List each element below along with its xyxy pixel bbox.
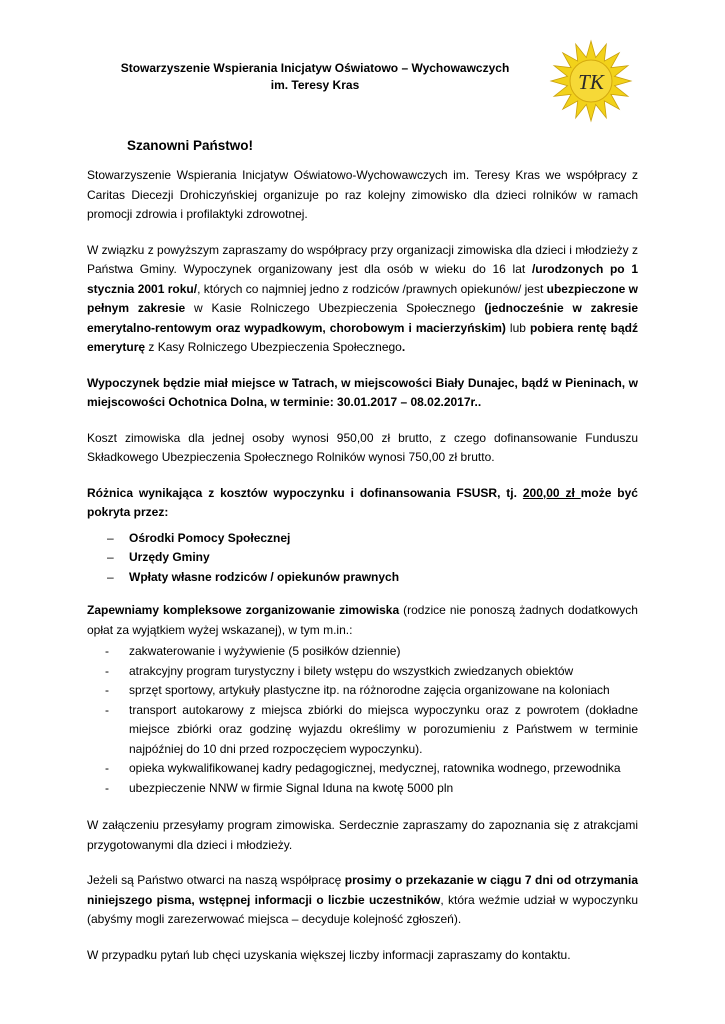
- list-item: – Ośrodki Pomocy Społecznej: [107, 529, 638, 549]
- list-item: – Urzędy Gminy: [107, 548, 638, 568]
- list-item: - zakwaterowanie i wyżywienie (5 posiłków dziennie): [105, 642, 638, 662]
- paragraph-contact: W przypadku pytań lub chęci uzyskania większej liczby informacji zapraszamy do kontaktu.: [87, 947, 571, 962]
- list-item: - ubezpieczenie NNW w firmie Signal Iduna na kwotę 5000 pln: [105, 779, 638, 799]
- paragraph-attachment: W załączeniu przesyłamy program zimowiska. Serdecznie zapraszamy do zapoznania się z atrakcjami przygotowanymi dla dzieci i młodzieży.: [87, 818, 638, 852]
- list-item: - opieka wykwalifikowanej kadry pedagogicznej, medycznej, ratownika wodnego, przewodnika: [105, 759, 638, 779]
- letter-body: [87, 166, 638, 981]
- sun-logo-icon: [549, 39, 633, 123]
- list-item: - atrakcyjny program turystyczny i bilety wstępu do wszystkich zwiedzanych obiektów: [105, 662, 638, 682]
- payers-list: [87, 529, 638, 588]
- services-list: [87, 642, 638, 798]
- list-item: - sprzęt sportowy, artykuły plastyczne itp. na różnorodne zajęcia organizowane na koloniach: [105, 681, 638, 701]
- organization-patron: im. Teresy Kras: [270, 78, 360, 92]
- paragraph-services: Zapewniamy kompleksowe zorganizowanie zimowiska (rodzice nie ponoszą żadnych dodatkowych opłat za wyjątkiem wyżej wskazanej), w tym m.in.:: [87, 603, 638, 637]
- letterhead: [100, 60, 530, 94]
- paragraph-location: Wypoczynek będzie miał miejsce w Tatrach, w miejscowości Biały Dunajec, bądź w Pieninach, w miejscowości Ochotnica Dolna, w terminie: 30.01.2017 – 08.02.2017r..: [87, 375, 638, 409]
- organization-name: Stowarzyszenie Wspierania Inicjatyw Oświatowo – Wychowawczych: [120, 61, 510, 75]
- logo-monogram: TK: [578, 70, 604, 94]
- paragraph-request: Jeżeli są Państwo otwarci na naszą współpracę prosimy o przekazanie w ciągu 7 dni od otrzymania niniejszego pisma, wstępnej informacji o liczbie uczestników, która weźmie udział w wypoczynku (abyśmy mogli zarezerwować miejsca – decyduje kolejność zgłoszeń).: [87, 873, 639, 926]
- greeting: Szanowni Państwo!: [127, 138, 254, 153]
- list-item: – Wpłaty własne rodziców / opiekunów prawnych: [107, 568, 638, 588]
- paragraph-difference: Różnica wynikająca z kosztów wypoczynku i dofinansowania FSUSR, tj. 200,00 zł może być pokryta przez:: [87, 485, 638, 519]
- paragraph-eligibility: W związku z powyższym zapraszamy do współpracy przy organizacji zimowiska dla dzieci i młodzieży z Państwa Gminy. Wypoczynek organizowany jest dla osób w wieku do 16 lat /urodzonych po 1 stycznia 2001 roku/, których co najmniej jedno z rodziców /prawnych opiekunów/ jest ubezpieczone w pełnym zakresie w Kasie Rolniczego Ubezpieczenia Społecznego (jednocześnie w zakresie emerytalno-rentowym oraz wypadkowym, chorobowym i macierzyńskim) lub pobiera rentę bądź emeryturę z Kasy Rolniczego Ubezpieczenia Społecznego.: [87, 242, 639, 354]
- paragraph-intro: Stowarzyszenie Wspierania Inicjatyw Oświatowo-Wychowawczych im. Teresy Kras we współpracy z Caritas Diecezji Drohiczyńskiej organizuje po raz kolejny zimowisko dla dzieci rolników w ramach promocji zdrowia i profilaktyki zdrowotnej.: [87, 168, 638, 221]
- paragraph-cost: Koszt zimowiska dla jednej osoby wynosi 950,00 zł brutto, z czego dofinansowanie Funduszu Składkowego Ubezpieczenia Społecznego Rolników wynosi 750,00 zł brutto.: [87, 430, 638, 464]
- list-item: - transport autokarowy z miejsca zbiórki do miejsca wypoczynku oraz z powrotem (dokładne miejsce zbiórki oraz godzinę wyjazdu określimy w porozumieniu z Państwem w terminie najpóźniej do 10 dni przed rozpoczęciem wypoczynku).: [105, 701, 638, 760]
